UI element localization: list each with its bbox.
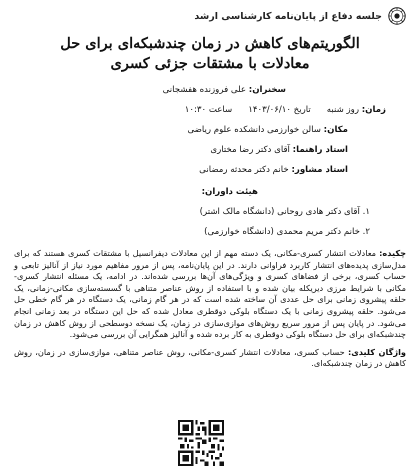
time-day: روز شنبه (326, 105, 359, 115)
time-date: تاریخ ۱۴۰۳/۰۶/۱۰ (248, 105, 311, 115)
header-text: جلسه دفاع از پایان‌نامه کارشناسی ارشد (194, 10, 382, 22)
consultant-row (14, 164, 406, 176)
time-row (14, 104, 406, 116)
committee-member: ۲. خانم دکتر مریم محمدی (دانشگاه خوارزمی) (204, 227, 370, 237)
thesis-title (14, 34, 406, 74)
speaker-label: سخنران: (248, 85, 286, 95)
advisor-label: استاد راهنما: (292, 145, 348, 155)
abstract-label: چکیده: (379, 248, 406, 258)
place-value: سالن خوارزمی دانشکده علوم ریاضی (187, 125, 321, 135)
keywords-text: حساب کسری، معادلات انتشار کسری-مکانی، روش عناصر متناهی، موازی‌سازی در زمان، روش کاهش در زمان چندشبکه‌ای. (14, 346, 406, 369)
time-label: زمان: (361, 105, 386, 115)
thesis-title-line2: معادلات با مشتقات جزئی کسری (110, 55, 310, 72)
place-label: مکان: (323, 125, 348, 135)
committee-title: هیئت داوران: (201, 187, 258, 197)
session-info (14, 84, 406, 238)
header (14, 6, 406, 26)
consultant-value: خانم دکتر محدثه رمضانی (199, 165, 289, 175)
consultant-label: استاد مشاور: (291, 165, 348, 175)
advisor-value: آقای دکتر رضا مختاری (210, 145, 290, 155)
qr-code-icon (178, 420, 224, 466)
speaker-name: علی فروزنده هفشجانی (162, 85, 247, 95)
time-hour: ساعت ۱۰:۳۰ (184, 105, 233, 115)
thesis-title-line1: الگوریتم‌های کاهش در زمان چندشبکه‌ای برای حل (60, 35, 360, 52)
advisor-row (14, 144, 406, 156)
abstract (14, 248, 406, 341)
university-seal-icon (388, 7, 406, 25)
abstract-text: معادلات انتشار کسری-مکانی، یک دسته مهم از این معادلات دیفرانسیل با مشتقات کسری هستند که برای مدل‌سازی پدیده‌های انتشار کاربرد فراوانی دارند. در این پایان‌نامه، پس از مرور مفاهیم مورد نیاز از آنالیز تابعی و حساب کسری، برخی از فضاهای کسری و ویژگی‌های آن‌ها بررسی شده‌اند. در ادامه، یک مسئله انتشار کسری-مکانی با شرایط مرزی دیریکله بیان شده و با استفاده از روش عناصر متناهی با گسسته‌سازی مکانی-زمانی، یک حلقه پیشروی زمانی برای حل عددی آن ساخته شده است که در هر گام زمانی، یک دستگاه در هر گام خطی حل می‌شود. حلقه پیشروی زمانی با یک دستگاه بلوکی دوقطری معادل شده که حل این دستگاه در بعد زمانی انجام می‌شود. در پایان پس از مرور سریع روش‌های موازی‌سازی در زمان، یک نسخه دوسطحی از روش کاهش در زمان چندشبکه‌ای برای حل دستگاه بلوکی دوقطری به کار برده شده و آنالیز همگرایی آن بررسی می‌شود. (14, 248, 406, 340)
speaker-row (14, 84, 406, 96)
committee-member: ۱. آقای دکتر هادی روحانی (دانشگاه مالک اشتر) (199, 207, 370, 217)
keywords-label: واژگان کلیدی: (348, 346, 406, 357)
place-row (14, 124, 406, 136)
keywords (14, 347, 406, 370)
